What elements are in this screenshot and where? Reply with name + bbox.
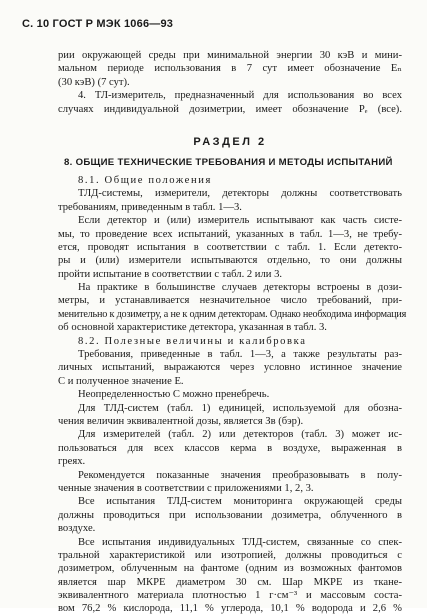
text-line: случаях индивидуальной дозиметрии, имеет обозначение Pₑ (все). xyxy=(58,103,402,115)
text-line: (30 кэВ) (7 сут). xyxy=(58,76,130,88)
text-line: мы, то проведение всех испытаний, указанных в табл. 1—3, не требу- xyxy=(58,228,402,240)
text-line: рии окружающей среды при минимальной энергии 30 кэВ и мини- xyxy=(58,50,402,61)
text-line: мальном периоде использования в 7 сут имеет обозначение Eₙ xyxy=(58,63,402,75)
text-line: эквивалентного материала плотностью 1 г·см⁻³ и массовым соста- xyxy=(58,590,402,602)
text-line: Рекомендуется показанные значения преобразовывать в полу- xyxy=(78,469,402,481)
subsection-heading: 8.2. Полезные величины и калибровка xyxy=(78,335,307,347)
text-line: должны проводиться при использовании дозиметра, облученного в xyxy=(58,509,402,521)
text-line: ченные значения в соответствии с приложениями 1, 2, 3. xyxy=(58,482,314,494)
text-line: личных испытаний, выражаются через условно истинное значение xyxy=(58,362,402,374)
text-line: тральной характеристикой или изотропией, должны проводиться с xyxy=(58,549,402,561)
text-line: Для ТЛД-систем (табл. 1) единицей, используемой для обозна- xyxy=(78,402,402,414)
section-heading: 8. ОБЩИЕ ТЕХНИЧЕСКИЕ ТРЕБОВАНИЯ И МЕТОДЫ ИСПЫТАНИЙ xyxy=(64,156,393,168)
text-line: На практике в большинстве случаев детекторы встроены в дози- xyxy=(78,282,402,294)
text-line: Все испытания ТЛД-систем мониторинга окружающей среды xyxy=(78,496,402,508)
text-line: Неопределенностью C можно пренебречь. xyxy=(78,389,270,401)
text-line: ется, проводят испытания в соответствии с табл. 1. Если детекто- xyxy=(58,241,402,253)
text-line: пользоваться для всех классов керма в воздухе, выраженная в xyxy=(58,442,402,454)
text-line: дозиметром, облученным на фантоме (одним из возможных фантомов xyxy=(58,563,402,575)
text-line: ТЛД-системы, измерители, детекторы должны соответствовать xyxy=(78,188,402,200)
text-line: об основной характеристике детектора, указанная в табл. 3. xyxy=(58,322,327,334)
text-line: Для измерителей (табл. 2) или детекторов (табл. 3) может ис- xyxy=(78,429,402,441)
text-line: менительно к дозиметру, а не к одним детекторам. Однако необходима информация xyxy=(58,308,407,320)
text-line: вом 76,2 % кислорода, 11,1 % углерода, 10,1 % водорода и 2,6 % xyxy=(58,603,402,615)
text-line: C и полученное значение E. xyxy=(58,375,184,387)
text-line: требованиям, приведенным в табл. 1—3. xyxy=(58,201,242,213)
text-line: ры и (или) измерители испытываются отдельно, то они должны xyxy=(58,255,402,267)
text-line: греях. xyxy=(58,456,86,468)
text-line: является шар МКРЕ диаметром 30 см. Шар МКРЕ из ткане- xyxy=(58,576,402,588)
section-title: РАЗДЕЛ 2 xyxy=(193,135,267,148)
text-line: 4. ТЛ-измеритель, предназначенный для использования во всех xyxy=(78,90,402,102)
text-line: чения величин эквивалентной дозы, является Зв (бэр). xyxy=(58,415,304,427)
text-line: Все испытания индивидуальных ТЛД-систем, связанные со спек- xyxy=(78,536,402,548)
text-line: Требования, приведенные в табл. 1—3, а также результаты раз- xyxy=(78,349,402,361)
page-body xyxy=(58,49,407,616)
subsection-heading: 8.1. Общие положения xyxy=(78,174,212,186)
page-header: С. 10 ГОСТ Р МЭК 1066—93 xyxy=(22,18,174,30)
text-line: воздухе. xyxy=(58,523,96,535)
text-line: Если детектор и (или) измеритель испытывают как часть систе- xyxy=(78,215,402,227)
text-line: пройти испытание в соответствии с табл. 2 или 3. xyxy=(58,268,283,280)
text-line: метры, и устанавливается незначительное число требований, при- xyxy=(58,295,402,307)
